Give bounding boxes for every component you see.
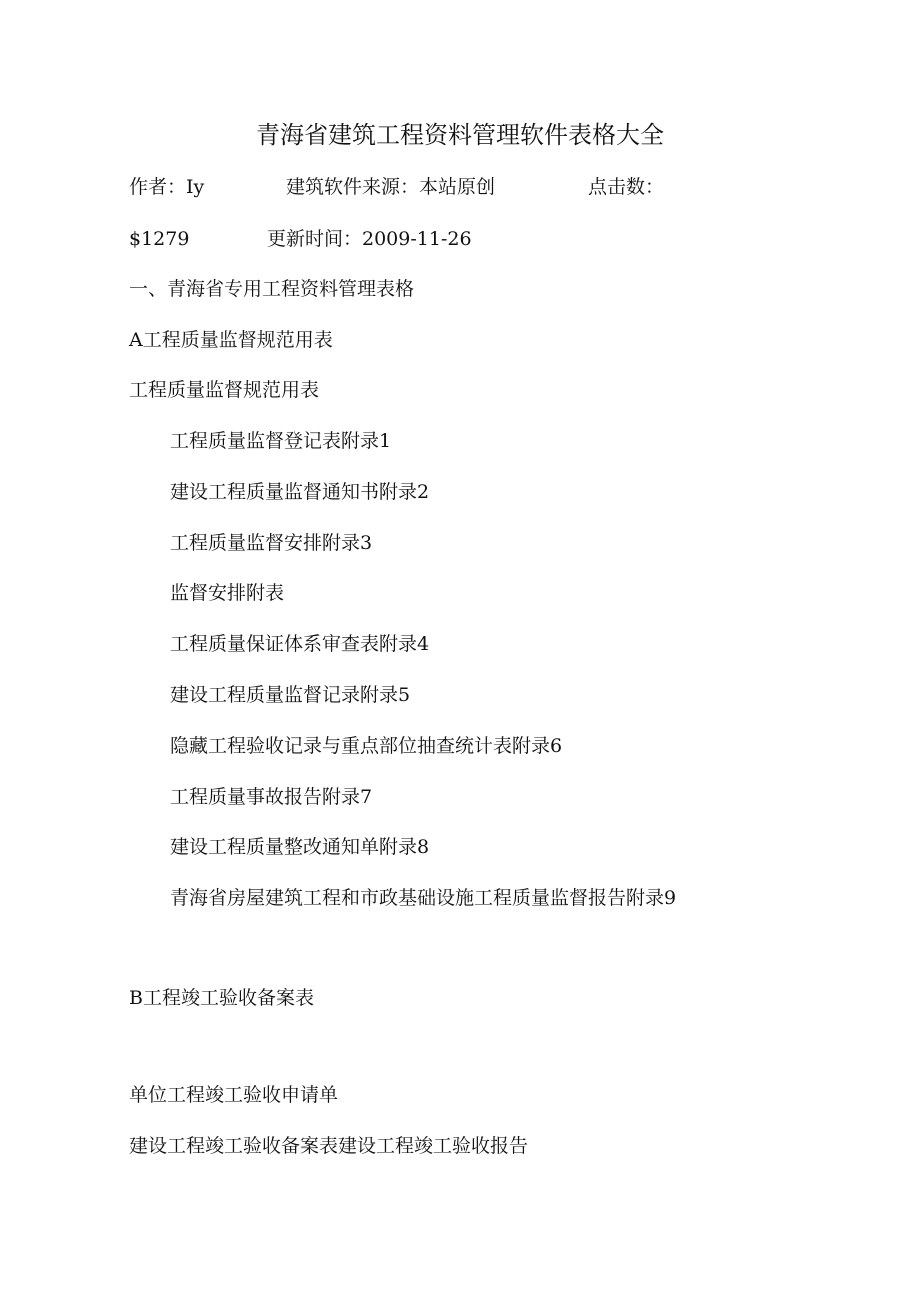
list-item: 单位工程竣工验收申请单 — [129, 1084, 339, 1106]
updated-label: 更新时间：2009-11-26 — [267, 228, 472, 250]
group-title: 工程质量监督规范用表 — [129, 379, 320, 401]
list-item: 建设工程质量监督记录附录5 — [170, 684, 411, 706]
list-item: 青海省房屋建筑工程和市政基础设施工程质量监督报告附录9 — [170, 887, 677, 909]
document-title: 青海省建筑工程资料管理软件表格大全 — [256, 121, 664, 149]
list-item: 建设工程质量整改通知单附录8 — [170, 836, 430, 858]
source-label: 建筑软件来源：本站原创 — [286, 176, 496, 198]
section-heading: 一、青海省专用工程资料管理表格 — [129, 278, 415, 300]
list-item: 工程质量事故报告附录7 — [170, 786, 373, 808]
list-item: 工程质量监督登记表附录1 — [170, 430, 392, 452]
author-label: 作者：Iy — [129, 176, 205, 198]
list-item: 工程质量保证体系审查表附录4 — [170, 633, 430, 655]
subsection-b-heading: B工程竣工验收备案表 — [129, 987, 314, 1009]
list-item: 建设工程竣工验收备案表建设工程竣工验收报告 — [129, 1135, 529, 1157]
list-item: 工程质量监督安排附录3 — [170, 532, 373, 554]
list-item: 建设工程质量监督通知书附录2 — [170, 481, 430, 503]
clicks-value: $1279 — [129, 228, 190, 250]
clicks-label: 点击数： — [588, 176, 665, 198]
subsection-a-heading: A工程质量监督规范用表 — [129, 329, 333, 351]
list-item: 监督安排附表 — [170, 582, 285, 604]
list-item: 隐藏工程验收记录与重点部位抽查统计表附录6 — [170, 735, 563, 757]
